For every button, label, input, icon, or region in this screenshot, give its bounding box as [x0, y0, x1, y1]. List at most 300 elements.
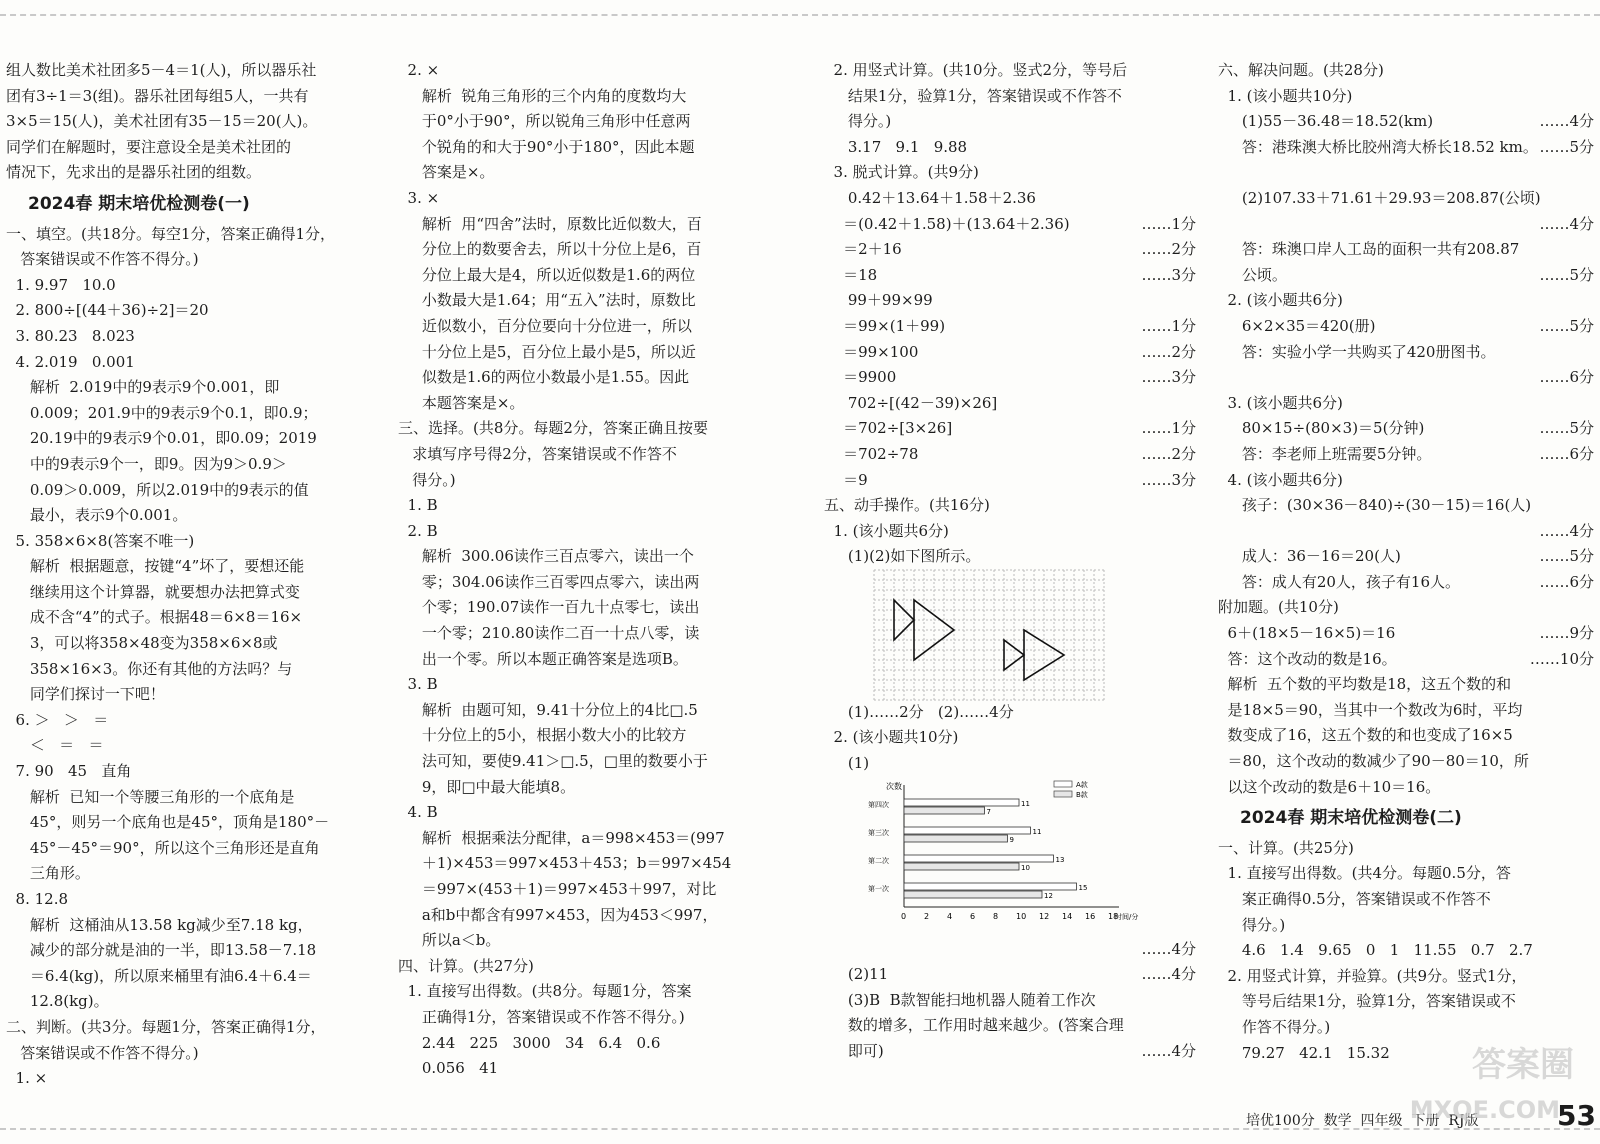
- line-text: 正确得1分，答案错误或不作答不得分。): [398, 1007, 685, 1026]
- text-line: [398, 340, 770, 366]
- text-line: [398, 621, 770, 647]
- text-line: [398, 544, 770, 570]
- text-line: [398, 468, 770, 494]
- line-text: ＝702÷78: [824, 444, 919, 463]
- x-tick-label: 4: [947, 911, 953, 921]
- x-tick-label: 8: [993, 911, 999, 921]
- line-text: 附加题。(共10分): [1218, 598, 1339, 617]
- line-text: 解析 锐角三角形的三个内角的度数均大: [398, 86, 687, 105]
- score-points: ……3分: [1141, 368, 1196, 387]
- line-text: 数的增多，工作用时越来越少。(答案合理: [824, 1016, 1124, 1035]
- line-text: 团有3÷1＝3(组)。器乐社团每组5人，一共有: [6, 86, 309, 105]
- line-text: 解析 五个数的平均数是18，这五个数的和: [1218, 675, 1512, 694]
- text-line: [398, 672, 770, 698]
- line-text: 2. (该小题共10分): [824, 728, 959, 747]
- line-text: 本题答案是×。: [398, 393, 525, 412]
- text-line: [398, 314, 770, 340]
- line-text: 以这个改动的数是6＋10＝16。: [1218, 777, 1441, 796]
- text-line: [824, 962, 1196, 988]
- line-text: 6×2×35＝420(册): [1218, 316, 1376, 335]
- x-tick-label: 14: [1062, 911, 1073, 921]
- line-text: 3. (该小题共6分): [1218, 393, 1343, 412]
- line-text: 最小，表示9个0.001。: [6, 506, 188, 525]
- line-text: 数变成了16，这五个数的和也变成了16×5: [1218, 726, 1513, 745]
- y-axis-label: 次数: [886, 781, 902, 791]
- text-line: [6, 58, 366, 84]
- text-line: [1218, 836, 1594, 862]
- text-line: [1218, 109, 1594, 135]
- text-line: [6, 401, 366, 427]
- data-label: 7: [986, 807, 991, 816]
- text-line: [1218, 775, 1594, 801]
- text-line: [824, 1013, 1196, 1039]
- text-line: [824, 544, 1196, 570]
- line-text: 公顷。: [1218, 265, 1287, 284]
- line-text: 得分。): [398, 470, 456, 489]
- text-line: [1218, 913, 1594, 939]
- score-points: ……5分: [1539, 547, 1594, 566]
- line-text: 1. (该小题共10分): [1218, 86, 1353, 105]
- bar: [904, 799, 1019, 806]
- line-text: 个锐角的和大于90°小于180°，因此本题: [398, 137, 695, 156]
- text-line: [398, 263, 770, 289]
- text-line: [398, 365, 770, 391]
- line-text: ＜ ＝ ＝: [6, 736, 104, 755]
- line-text: ＝2＋16: [824, 240, 902, 259]
- line-text: 答：港珠澳大桥比胶州湾大桥长18.52 km。: [1218, 137, 1538, 156]
- text-line: [1218, 749, 1594, 775]
- line-text: 一、计算。(共25分): [1218, 838, 1354, 857]
- text-line: [1218, 519, 1594, 545]
- line-text: 同学们在解题时，要注意设全是美术社团的: [6, 137, 292, 156]
- text-line: [1218, 595, 1594, 621]
- text-line: [398, 826, 770, 852]
- legend-swatch: [1054, 781, 1072, 787]
- x-tick-label: 2: [924, 911, 930, 921]
- text-line: [6, 478, 366, 504]
- text-line: [398, 698, 770, 724]
- text-line: [398, 237, 770, 263]
- data-label: 12: [1044, 891, 1053, 900]
- line-text: 3. ×: [398, 188, 440, 207]
- line-text: 3×5＝15(人)，美术社团有35－15＝20(人)。: [6, 112, 318, 131]
- line-text: (3)B B款智能扫地机器人随着工作次: [824, 990, 1096, 1009]
- line-text: ＝80，这个改动的数减少了90－80＝10，所: [1218, 752, 1529, 771]
- text-line: [398, 442, 770, 468]
- line-text: 所以a＜b。: [398, 931, 501, 950]
- line-text: (1)……2分 (2)……4分: [824, 702, 1014, 721]
- text-line: [6, 836, 366, 862]
- score-points: ……1分: [1141, 419, 1196, 438]
- text-line: [1218, 647, 1594, 673]
- line-text: ＝9900: [824, 368, 897, 387]
- text-line: [1218, 288, 1594, 314]
- text-line: [398, 800, 770, 826]
- data-label: 10: [1021, 863, 1030, 872]
- text-line: [398, 416, 770, 442]
- line-text: ＋1)×453＝997×453＋453；b＝997×454: [398, 854, 732, 873]
- x-tick-label: 0: [901, 911, 907, 921]
- text-line: [6, 657, 366, 683]
- score-points: ……5分: [1539, 419, 1594, 438]
- score-points: ……6分: [1539, 572, 1594, 591]
- text-line: [398, 775, 770, 801]
- text-line: [6, 350, 366, 376]
- text-line: [398, 84, 770, 110]
- watermark-text: 答案圈: [1472, 1045, 1574, 1085]
- line-text: 1. 9.97 10.0: [6, 275, 116, 294]
- line-text: 结果1分，验算1分，答案错误或不作答不: [824, 86, 1122, 105]
- line-text: 2. ×: [398, 61, 440, 79]
- text-line: [824, 135, 1196, 161]
- text-line: [1218, 861, 1594, 887]
- text-line: [1218, 493, 1594, 519]
- text-line: [6, 605, 366, 631]
- line-text: 解析 这桶油从13.58 kg减少至7.18 kg，: [6, 915, 313, 934]
- line-text: 分位上最大是4，所以近似数是1.6的两位: [398, 265, 696, 284]
- line-text: ＝99×(1＋99): [824, 316, 946, 335]
- text-line: [6, 222, 366, 248]
- line-text: 求填写序号得2分，答案错误或不作答不: [398, 444, 677, 463]
- text-line: [398, 851, 770, 877]
- text-line: [398, 493, 770, 519]
- text-line: [1218, 58, 1594, 84]
- line-text: 1. ×: [6, 1069, 48, 1088]
- text-line: [398, 928, 770, 954]
- text-line: [1218, 237, 1594, 263]
- line-text: 答：珠澳口岸人工岛的面积一共有208.87: [1218, 240, 1520, 259]
- line-text: 99＋99×99: [824, 291, 933, 310]
- line-text: 同学们探讨一下吧！: [6, 685, 165, 704]
- line-text: 近似数小，百分位要向十分位进一，所以: [398, 316, 692, 335]
- text-line: [6, 1015, 366, 1041]
- line-text: 得分。): [824, 112, 892, 131]
- line-text: 解析 由题可知，9.41十分位上的4比□.5: [398, 700, 698, 719]
- text-line: [824, 391, 1196, 417]
- bar: [904, 855, 1054, 862]
- line-text: 答：实验小学一共购买了420册图书。: [1218, 342, 1496, 361]
- text-line: [6, 861, 366, 887]
- line-text: ＝6.4(kg)，所以原来桶里有油6.4＋6.4＝: [6, 966, 312, 985]
- line-text: 3. 脱式计算。(共9分): [824, 163, 979, 182]
- text-line: [1218, 544, 1594, 570]
- line-text: 2. 用竖式计算，并验算。(共9分。竖式1分，: [1218, 966, 1527, 985]
- score-points: ……4分: [1141, 965, 1196, 984]
- text-line: [824, 442, 1196, 468]
- line-text: 出一个零。所以本题正确答案是选项B。: [398, 649, 688, 668]
- text-line: [6, 109, 366, 135]
- line-text: 45°，则另一个底角也是45°，顶角是180°－: [6, 813, 330, 832]
- text-line: [6, 1066, 366, 1092]
- line-text: 答案错误或不作答不得分。): [6, 1043, 199, 1062]
- line-text: 即可): [824, 1042, 884, 1061]
- line-text: ＝(0.42＋1.58)＋(13.64＋2.36): [824, 214, 1070, 233]
- text-line: [398, 519, 770, 545]
- score-points: ……1分: [1141, 316, 1196, 335]
- text-line: [6, 785, 366, 811]
- text-line: [6, 913, 366, 939]
- line-text: 六、解决问题。(共28分): [1218, 61, 1384, 79]
- line-text: 四、计算。(共27分): [398, 956, 534, 975]
- x-tick-label: 16: [1085, 911, 1096, 921]
- text-line: [398, 212, 770, 238]
- line-text: 解析 已知一个等腰三角形的一个底角是: [6, 787, 295, 806]
- score-points: ……4分: [1141, 939, 1196, 958]
- line-text: 4. (该小题共6分): [1218, 470, 1343, 489]
- line-text: 十分位上是5，百分位上最小是5，所以近: [398, 342, 696, 361]
- line-text: 1. 直接写出得数。(共8分。每题1分，答案: [398, 982, 692, 1001]
- x-tick-label: 12: [1039, 911, 1050, 921]
- line-text: ＝99×100: [824, 342, 919, 361]
- text-line: [824, 212, 1196, 238]
- line-text: 0.009；201.9中的9表示9个0.1，即0.9；: [6, 403, 318, 422]
- line-text: 79.27 42.1 15.32: [1218, 1043, 1390, 1062]
- watermark-url: MXQE.COM: [1409, 1096, 1560, 1124]
- text-line: [824, 493, 1196, 519]
- text-line: [6, 426, 366, 452]
- text-line: [398, 288, 770, 314]
- line-text: 十分位上的5小，根据小数大小的比较方: [398, 726, 687, 745]
- line-text: 5. 358×6×8(答案不唯一): [6, 531, 195, 550]
- score-points: ……10分: [1529, 649, 1594, 668]
- text-line: [824, 988, 1196, 1014]
- line-text: 成人：36－16＝20(人): [1218, 547, 1401, 566]
- text-line: [6, 247, 366, 273]
- line-text: 702÷[(42－39)×26]: [824, 393, 998, 412]
- score-points: ……6分: [1539, 444, 1594, 463]
- page-top-edge: [0, 0, 1600, 16]
- category-label: 第四次: [868, 800, 889, 809]
- text-line: [6, 298, 366, 324]
- text-line: [824, 58, 1196, 84]
- text-line: [824, 519, 1196, 545]
- text-line: [6, 682, 366, 708]
- line-text: 2. 用竖式计算。(共10分。竖式2分，等号后: [824, 61, 1128, 79]
- text-line: [6, 135, 366, 161]
- page-footer: 培优100分 数学 四年级 下册 RJ版: [1246, 1113, 1479, 1129]
- bar: [904, 863, 1019, 870]
- line-text: 6. ＞ ＞ ＝: [6, 710, 109, 729]
- legend-label: B款: [1076, 790, 1088, 799]
- line-text: (1)55－36.48＝18.52(km): [1218, 112, 1434, 131]
- line-text: 3. B: [398, 675, 438, 694]
- score-points: ……2分: [1141, 240, 1196, 259]
- x-axis-label: 时间/分: [1115, 912, 1139, 921]
- column-3: [824, 58, 1196, 1065]
- legend-label: A款: [1076, 780, 1088, 789]
- text-line: [398, 135, 770, 161]
- score-points: ……6分: [1539, 368, 1594, 387]
- text-line: [6, 554, 366, 580]
- text-line: [1218, 314, 1594, 340]
- x-tick-label: 10: [1016, 911, 1027, 921]
- data-label: 9: [1009, 835, 1014, 844]
- line-text: 12.8(kg)。: [6, 992, 109, 1011]
- text-line: [1218, 938, 1594, 964]
- bar-chart: [864, 777, 1139, 937]
- text-line: [1218, 723, 1594, 749]
- text-line: [6, 84, 366, 110]
- page-number: 53: [1557, 1099, 1596, 1132]
- text-line: [6, 452, 366, 478]
- data-label: 11: [1032, 827, 1042, 836]
- line-text: 0.09＞0.009，所以2.019中的9表示的值: [6, 480, 309, 499]
- text-line: [824, 237, 1196, 263]
- line-text: 小数最大是1.64；用“五入”法时，原数比: [398, 291, 696, 310]
- line-text: 五、动手操作。(共16分): [824, 496, 990, 515]
- score-points: ……2分: [1141, 342, 1196, 361]
- x-tick-label: 6: [970, 911, 976, 921]
- text-line: [1218, 135, 1594, 161]
- line-text: 7. 90 45 直角: [6, 762, 132, 781]
- page-bottom-edge: [0, 1128, 1600, 1144]
- text-line: [824, 340, 1196, 366]
- text-line: [824, 416, 1196, 442]
- text-line: [1218, 391, 1594, 417]
- line-text: 2. (该小题共6分): [1218, 291, 1343, 310]
- line-text: 组人数比美术社团多5－4＝1(人)，所以器乐社: [6, 61, 317, 79]
- line-text: (2)11: [824, 965, 889, 984]
- text-line: [398, 160, 770, 186]
- score-points: ……1分: [1141, 214, 1196, 233]
- line-text: 三、选择。(共8分。每题2分，答案正确且按要: [398, 419, 708, 438]
- text-line: [1218, 468, 1594, 494]
- line-text: 成不含“4”的式子。根据48＝6×8＝16×: [6, 608, 303, 627]
- text-line: [1218, 340, 1594, 366]
- text-line: [824, 937, 1196, 963]
- text-line: [398, 647, 770, 673]
- text-line: [6, 1041, 366, 1067]
- text-line: [824, 314, 1196, 340]
- text-line: [6, 887, 366, 913]
- line-text: 似数是1.6的两位小数最小是1.55。因此: [398, 368, 690, 387]
- text-line: [398, 1005, 770, 1031]
- column-2: [398, 58, 770, 1082]
- text-line: [398, 570, 770, 596]
- text-line: [1218, 964, 1594, 990]
- text-line: [824, 725, 1196, 751]
- bar: [904, 891, 1042, 898]
- line-text: 1. (该小题共6分): [824, 521, 949, 540]
- line-text: 6＋(18×5－16×5)＝16: [1218, 624, 1396, 643]
- line-text: 一个零；210.80读作二百一十点八零，读: [398, 624, 700, 643]
- line-text: 答：成人有20人，孩子有16人。: [1218, 572, 1461, 591]
- text-line: [398, 979, 770, 1005]
- line-text: 80×15÷(80×3)＝5(分钟): [1218, 419, 1425, 438]
- score-points: ……9分: [1539, 624, 1594, 643]
- data-label: 15: [1078, 883, 1088, 892]
- score-points: ……5分: [1539, 316, 1594, 335]
- bar: [904, 807, 985, 814]
- line-text: 解析 根据题意，按键“4”坏了，要想还能: [6, 557, 305, 576]
- legend-swatch: [1054, 791, 1072, 797]
- text-line: [6, 759, 366, 785]
- grid-figure: [874, 570, 1104, 700]
- text-line: [6, 375, 366, 401]
- category-label: 第二次: [868, 856, 889, 865]
- exam-heading: 2024春 期末培优检测卷(二): [1240, 808, 1462, 829]
- line-text: 4. 2.019 0.001: [6, 352, 135, 371]
- line-text: 4. B: [398, 803, 438, 822]
- line-text: 2.44 225 3000 34 6.4 0.6: [398, 1033, 661, 1052]
- text-line: [824, 186, 1196, 212]
- text-line: [824, 700, 1196, 726]
- line-text: 继续用这个计算器，就要想办法把算式变: [6, 582, 300, 601]
- score-points: ……5分: [1539, 265, 1594, 284]
- line-text: 0.056 41: [398, 1059, 499, 1078]
- line-text: 二、判断。(共3分。每题1分，答案正确得1分，: [6, 1017, 326, 1036]
- line-text: 解析 2.019中的9表示9个0.001，即: [6, 378, 280, 397]
- line-text: 答案错误或不作答不得分。): [6, 250, 199, 269]
- text-line: [1218, 365, 1594, 391]
- data-label: 13: [1055, 855, 1065, 864]
- score-points: ……3分: [1141, 265, 1196, 284]
- line-text: 等号后结果1分，验算1分，答案错误或不: [1218, 992, 1516, 1011]
- text-line: [398, 723, 770, 749]
- line-text: 3. 80.23 8.023: [6, 326, 135, 345]
- bar: [904, 835, 1008, 842]
- line-text: 孩子：(30×36－840)÷(30－15)＝16(人): [1218, 496, 1532, 515]
- line-text: 4.6 1.4 9.65 0 1 11.55 0.7 2.7: [1218, 941, 1533, 960]
- text-line: [6, 273, 366, 299]
- line-text: (1): [824, 754, 870, 773]
- text-line: [398, 186, 770, 212]
- line-text: 8. 12.8: [6, 890, 69, 908]
- text-line: [1218, 263, 1594, 289]
- line-text: 答：李老师上班需要5分钟。: [1218, 444, 1432, 463]
- line-text: 得分。): [1218, 915, 1286, 934]
- text-line: [6, 160, 366, 186]
- text-line: [6, 733, 366, 759]
- line-text: ＝702÷[3×26]: [824, 419, 953, 438]
- text-line: [1218, 887, 1594, 913]
- line-text: ＝18: [824, 265, 878, 284]
- column-1: [6, 58, 366, 1092]
- data-label: 11: [1021, 799, 1030, 808]
- line-text: 解析 根据乘法分配律，a＝998×453＝(997: [398, 828, 725, 847]
- text-line: [6, 580, 366, 606]
- text-line: [824, 84, 1196, 110]
- line-text: 于0°小于90°，所以锐角三角形中任意两: [398, 112, 691, 131]
- text-line: [398, 595, 770, 621]
- line-text: 解析 300.06读作三百点零六，读出一个: [398, 547, 694, 566]
- line-text: 作答不得分。): [1218, 1017, 1331, 1036]
- bar: [904, 883, 1077, 890]
- line-text: 个零；190.07读作一百九十点零七，读出: [398, 598, 700, 617]
- score-points: ……4分: [1539, 112, 1594, 131]
- line-text: 1. B: [398, 496, 438, 515]
- text-line: [398, 749, 770, 775]
- category-label: 第一次: [868, 884, 889, 893]
- line-text: (2)107.33＋71.61＋29.93＝208.87(公顷): [1218, 188, 1541, 207]
- text-line: [6, 989, 366, 1015]
- text-line: [1218, 672, 1594, 698]
- line-text: 答：这个改动的数是16。: [1218, 649, 1397, 668]
- text-line: [824, 365, 1196, 391]
- text-line: [398, 1031, 770, 1057]
- text-line: [1218, 621, 1594, 647]
- line-text: 2. B: [398, 521, 438, 540]
- text-line: [1218, 212, 1594, 238]
- text-line: [6, 529, 366, 555]
- line-text: 3.17 9.1 9.88: [824, 137, 968, 156]
- line-text: 答案是×。: [398, 163, 495, 182]
- column-4: [1218, 58, 1594, 1066]
- text-line: [398, 954, 770, 980]
- text-line: [1218, 84, 1594, 110]
- line-text: 分位上的数要舍去，所以十分位上是6，百: [398, 240, 702, 259]
- text-line: [398, 1056, 770, 1082]
